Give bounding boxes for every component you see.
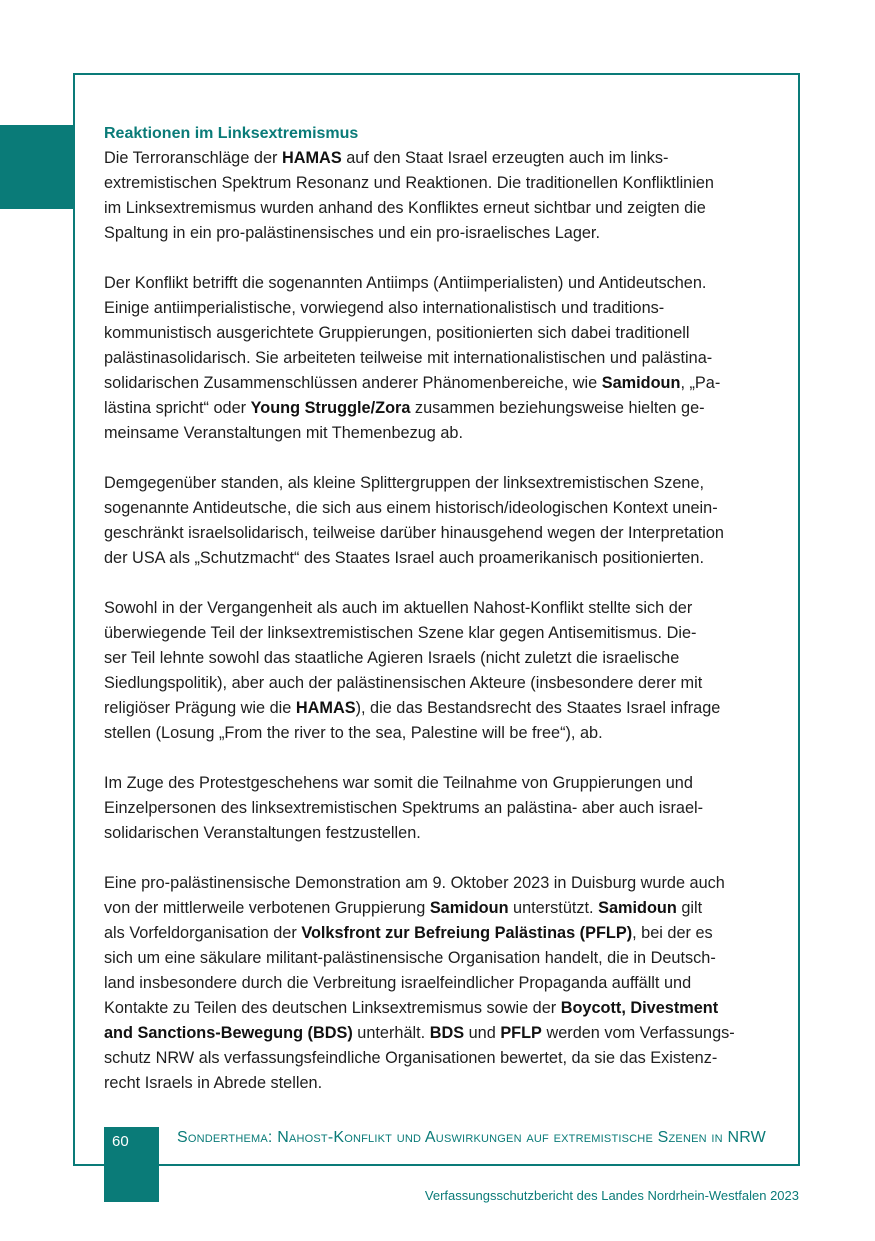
text-run: unterstützt.: [508, 899, 599, 917]
text-run: Einzelpersonen des linksextremistischen Spektrums an palästina- aber auch israel-: [104, 799, 704, 817]
text-line: [104, 621, 769, 646]
text-line: [104, 721, 769, 746]
page-number-box: [104, 1127, 159, 1202]
text-run: sich um eine säkulare militant-palästinensische Organisation handelt, die in Deutsch-: [104, 949, 716, 967]
text-run: land insbesondere durch die Verbreitung israelfeindlicher Propaganda auffällt und: [104, 974, 692, 992]
text-run: palästinasolidarisch. Sie arbeiteten teilweise mit internationalistischen und palästina-: [104, 349, 713, 367]
text-line: [104, 271, 769, 296]
text-run: auf den Staat Israel erzeugten auch im links-: [341, 149, 669, 167]
bold-term: BDS: [429, 1024, 465, 1042]
text-line: [104, 521, 769, 546]
text-line: [104, 896, 769, 921]
text-run: kommunistisch ausgerichtete Gruppierungen, positionierten sich dabei traditionell: [104, 324, 690, 342]
text-run: und: [464, 1024, 501, 1042]
text-line: [104, 371, 769, 396]
body-paragraph: [104, 596, 769, 746]
body-paragraph: [104, 146, 769, 246]
text-run: ser Teil lehnte sowohl das staatliche Agieren Israels (nicht zuletzt die israelische: [104, 649, 680, 667]
page-number: 60: [112, 1133, 129, 1150]
bold-term: Volksfront zur Befreiung Palästinas (PFLP): [301, 924, 633, 942]
text-run: geschränkt israelsolidarisch, teilweise darüber hinausgehend wegen der Interpretation: [104, 524, 724, 542]
text-run: im Linksextremismus wurden anhand des Konfliktes erneut sichtbar und zeigten die: [104, 199, 706, 217]
side-tab-marker: [0, 125, 75, 209]
bold-term: PFLP: [500, 1024, 542, 1042]
bold-term: Boycott, Divestment: [560, 999, 719, 1017]
text-line: [104, 696, 769, 721]
text-line: [104, 146, 769, 171]
text-run: werden vom Verfassungs-: [541, 1024, 735, 1042]
text-run: extremistischen Spektrum Resonanz und Reaktionen. Die traditionellen Konfliktlinien: [104, 174, 714, 192]
body-paragraph: [104, 771, 769, 846]
text-run: Die Terroranschläge der: [104, 149, 282, 167]
text-line: [104, 471, 769, 496]
text-line: [104, 196, 769, 221]
bold-term: Young Struggle/Zora: [250, 399, 411, 417]
text-run: religiöser Prägung wie die: [104, 699, 296, 717]
text-line: [104, 346, 769, 371]
bold-term: HAMAS: [281, 149, 342, 167]
text-run: schutz NRW als verfassungsfeindliche Organisationen bewertet, da sie das Existenz-: [104, 1049, 718, 1067]
text-line: [104, 946, 769, 971]
text-run: Spaltung in ein pro-palästinensisches und ein pro-israelisches Lager.: [104, 224, 600, 242]
text-line: [104, 596, 769, 621]
text-line: [104, 421, 769, 446]
text-line: [104, 646, 769, 671]
text-line: [104, 796, 769, 821]
text-run: Eine pro-palästinensische Demonstration am 9. Oktober 2023 in Duisburg wurde auch: [104, 874, 725, 892]
text-run: ), die das Bestandsrecht des Staates Israel infrage: [355, 699, 721, 717]
text-run: recht Israels in Abrede stellen.: [104, 1074, 323, 1092]
text-line: [104, 871, 769, 896]
bold-term: HAMAS: [295, 699, 356, 717]
section-heading: Reaktionen im Linksextremismus: [104, 125, 359, 142]
text-run: Der Konflikt betrifft die sogenannten Antiimps (Antiimperialisten) und Antideutschen.: [104, 274, 707, 292]
publication-footer: Verfassungsschutzbericht des Landes Nordrhein-Westfalen 2023: [424, 1188, 799, 1203]
text-line: [104, 396, 769, 421]
text-run: gilt: [676, 899, 703, 917]
main-content: [104, 124, 769, 1121]
text-line: [104, 221, 769, 246]
text-run: solidarischen Veranstaltungen festzustellen.: [104, 824, 421, 842]
text-run: stellen (Losung „From the river to the sea, Palestine will be free“), ab.: [104, 724, 603, 742]
text-line: [104, 996, 769, 1021]
text-run: Einige antiimperialistische, vorwiegend also internationalistisch und traditions-: [104, 299, 665, 317]
bold-term: and Sanctions-Bewegung (BDS): [104, 1024, 353, 1042]
text-run: Siedlungspolitik), aber auch der palästinensischen Akteure (insbesondere derer mit: [104, 674, 703, 692]
body-paragraph: [104, 471, 769, 571]
text-run: sogenannte Antideutsche, die sich aus einem historisch/ideologischen Kontext unein-: [104, 499, 718, 517]
text-line: [104, 546, 769, 571]
text-line: [104, 496, 769, 521]
bold-term: Samidoun: [429, 899, 509, 917]
text-run: unterhält.: [352, 1024, 430, 1042]
bold-term: Samidoun: [598, 899, 677, 917]
body-paragraph: [104, 871, 769, 1096]
text-line: [104, 321, 769, 346]
text-line: [104, 1021, 769, 1046]
text-run: Sowohl in der Vergangenheit als auch im aktuellen Nahost-Konflikt stellte sich der: [104, 599, 693, 617]
text-run: der USA als „Schutzmacht“ des Staates Israel auch proamerikanisch positionierten.: [104, 549, 704, 567]
text-line: [104, 671, 769, 696]
text-line: [104, 296, 769, 321]
bold-term: Samidoun: [601, 374, 681, 392]
text-run: Kontakte zu Teilen des deutschen Linksextremismus sowie der: [104, 999, 561, 1017]
text-run: von der mittlerweile verbotenen Gruppierung: [104, 899, 430, 917]
body-paragraph: [104, 271, 769, 446]
text-line: [104, 1071, 769, 1096]
text-line: [104, 171, 769, 196]
text-run: überwiegende Teil der linksextremistischen Szene klar gegen Antisemitismus. Die-: [104, 624, 697, 642]
text-run: , bei der es: [632, 924, 713, 942]
text-run: Im Zuge des Protestgeschehens war somit die Teilnahme von Gruppierungen und: [104, 774, 693, 792]
text-line: [104, 1046, 769, 1071]
text-line: [104, 771, 769, 796]
text-run: Demgegenüber standen, als kleine Splittergruppen der linksextremistischen Szene,: [104, 474, 705, 492]
text-line: [104, 971, 769, 996]
chapter-title: Sonderthema: Nahost-Konflikt und Auswirkungen auf extremistische Szenen in NRW: [177, 1129, 766, 1146]
paragraph-container: [104, 146, 769, 1096]
text-line: [104, 921, 769, 946]
text-run: solidarischen Zusammenschlüssen anderer Phänomenbereiche, wie: [104, 374, 602, 392]
text-run: meinsame Veranstaltungen mit Themenbezug ab.: [104, 424, 464, 442]
text-run: als Vorfeldorganisation der: [104, 924, 302, 942]
text-run: , „Pa-: [680, 374, 721, 392]
text-run: lästina spricht“ oder: [104, 399, 251, 417]
text-run: zusammen beziehungsweise hielten ge-: [410, 399, 705, 417]
text-line: [104, 821, 769, 846]
